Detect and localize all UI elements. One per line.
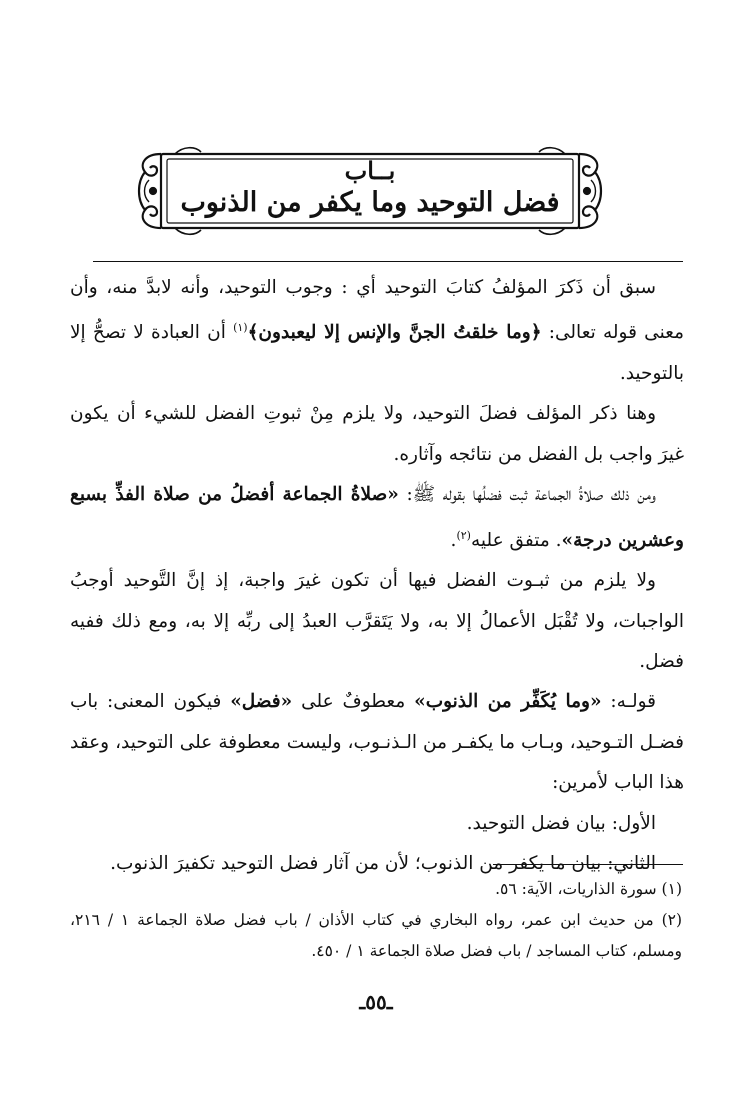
- footnote-ref-1[interactable]: (١): [233, 321, 248, 335]
- paragraph-6: الأول: بيان فضل التوحيد.: [466, 812, 656, 834]
- footnote-1: [70, 874, 682, 905]
- paragraph-text: قولـه:: [601, 691, 656, 713]
- paragraph-text: فيكون المعنى: باب فضـل التـوحيد، وبـاب ما يكفـر من الـذنـوب، وليست معطوفة على التوحيد، وعقد هذا الباب لأمرين:: [70, 691, 684, 794]
- paragraph-text: . متفق عليه: [470, 529, 562, 551]
- paragraph-text: أن العبادة لا تصحُّ إلا بالتوحيد.: [70, 322, 684, 384]
- paragraph-5: [70, 682, 684, 803]
- footnote-text: سورة الذاريات، الآية: ٥٦.: [495, 880, 662, 898]
- chapter-title-frame: [135, 142, 605, 240]
- paragraph-text: معطوفٌ على: [292, 691, 415, 713]
- hadith-quote: «صلاةُ الجماعة أفضلُ من صلاة الفذِّ بسبع وعشرين درجة»: [70, 484, 684, 551]
- footnote-number: (١): [661, 880, 682, 898]
- paragraph-7: الثاني: بيان ما يكفر من الذنوب؛ لأن من آثار فضل التوحيد تكفيرَ الذنوب.: [110, 853, 656, 874]
- header-divider: [93, 261, 683, 262]
- chapter-label: بــاب: [344, 156, 396, 185]
- main-text: [70, 268, 684, 884]
- footnote-divider: [493, 864, 683, 865]
- footnote-ref-2[interactable]: (٢): [456, 528, 471, 542]
- quran-verse: ﴿وما خلقتُ الجنَّ والإنس إلا ليعبدون﴾: [247, 322, 542, 344]
- quoted-phrase: «وما يُكَفِّر من الذنوب»: [414, 691, 602, 713]
- paragraph-text: .: [450, 529, 457, 551]
- paragraph-text: ومن ذلك صلاةُ الجماعة ثبت فضلُها بقوله ﷺ:: [398, 484, 656, 506]
- page-number: ـ٥٥ـ: [359, 990, 393, 1014]
- paragraph-4: ولا يلزم من ثبـوت الفضل فيها أن تكون غيرَ واجبة، إذ إنَّ التَّوحيد أوجبُ الواجبات، ولا تُقْبَل الأعمالُ إلا به، ولا يَتَقرَّب العبدُ إلى ربِّه إلا به، ومع ذلك ففيه فضل.: [70, 570, 684, 672]
- paragraph-2: وهنا ذكر المؤلف فضلَ التوحيد، ولا يلزم مِنْ ثبوتِ الفضل للشيء أن يكون غيرَ واجب بل الفضل من نتائجه وآثاره.: [70, 403, 684, 465]
- paragraph-3: [70, 475, 684, 561]
- quoted-phrase: «فضل»: [230, 691, 293, 713]
- footnote-text: من حديث ابن عمر، رواه البخاري في كتاب الأذان / باب فضل صلاة الجماعة ١ / ٢١٦، ومسلم، كتاب المساجد / باب فضل صلاة الجماعة ١ / ٤٥٠.: [70, 911, 682, 960]
- footnotes: [70, 874, 682, 967]
- footnote-2: [70, 905, 682, 967]
- chapter-title: فضل التوحيد وما يكفر من الذنوب: [180, 187, 560, 218]
- paragraph-1: [70, 268, 684, 394]
- paragraph-text: سبق أن ذَكرَ المؤلفُ كتابَ التوحيد أي : وجوب التوحيد، وأنه لابدَّ منه، وأن معنى قوله تعالى:: [70, 277, 685, 344]
- footnote-number: (٢): [661, 911, 683, 929]
